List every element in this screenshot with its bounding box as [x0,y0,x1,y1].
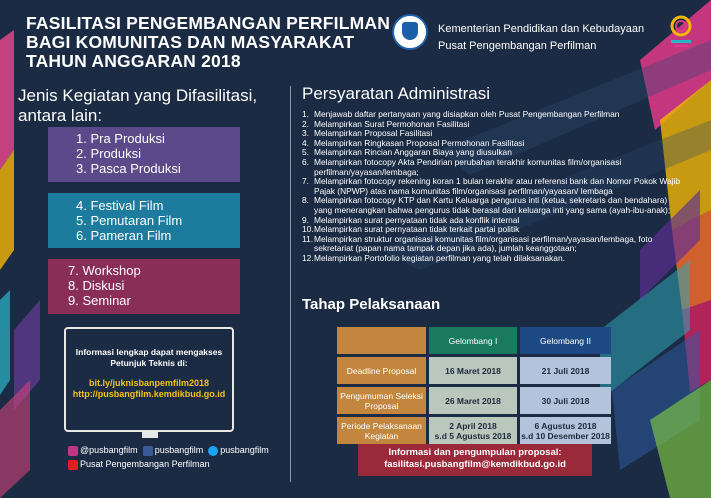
requirement-text: Melampirkan fotocopy KTP dan Kartu Keluarga pengurus inti (ketua, sekretaris dan bendahara) yang menerangkan bahwa pengurus tidak berasal dari keluarga inti yang sama (ayah-ibu-anak); [314,195,671,215]
schedule-row-label: Periode Pelaksanaan Kegiatan [337,417,426,444]
activity-item: 6. Pameran Film [76,228,172,243]
schedule-row-label: Pengumuman Seleksi Proposal [337,387,426,414]
requirement-text: Melampirkan Rincian Anggaran Biaya yang diusulkan [314,147,512,158]
activity-item: 4. Festival Film [76,198,164,213]
requirement-text: Melampirkan fotocopy rekening koran 1 bulan terakhir atau referensi bank dan Nomor Pokok Wajib Pajak (NPWP) atas nama komunitas film/organisasi perfilman/yayasan/ lembaga [314,176,681,196]
activity-item: 9. Seminar [68,293,131,308]
requirement-text: Melampirkan surat pernyataan tidak terkait partai politik [314,224,520,235]
requirement-number: 4. [302,137,309,148]
youtube-icon [68,460,78,470]
schedule-header: Gelombang II [520,327,611,354]
requirement-text: Melampirkan struktur organisasi komunitas film/organisasi perfilman/yayasan/lembaga, foto sekretariat (papan nama tampak depan jika ada), jumlah keanggotaan; [314,233,653,254]
requirement-item [302,196,682,215]
requirement-number: 1. [302,109,309,119]
schedule-cell: 30 Juli 2018 [520,387,611,414]
instagram-handle[interactable]: @pusbangfilm [80,445,138,455]
activity-item: 3. Pasca Produksi [76,161,181,176]
requirement-item [302,177,682,196]
requirement-number: 8. [302,195,309,206]
ministry-logo-icon [392,14,428,50]
requirement-number: 5. [302,147,309,158]
activities-heading: Jenis Kegiatan yang Difasilitasi, antara lain: [18,86,258,125]
activity-item: 7. Workshop [68,263,141,278]
instagram-icon [68,446,78,456]
facebook-handle[interactable]: pusbangfilm [154,445,204,455]
schedule-cell: 2 April 2018 s.d 5 Agustus 2018 [429,417,517,444]
requirement-text: Melampirkan Surat Permohonan Fasilitasi [314,118,470,129]
requirement-item [302,235,682,254]
requirement-text: Melampirkan Portofolio kegiatan perfilman yang telah dilaksanakan. [314,252,565,263]
facebook-icon [143,446,153,456]
youtube-channel[interactable]: Pusat Pengembangan Perfilman [80,459,210,469]
requirements-heading: Persyaratan Administrasi [302,84,491,103]
social-media [68,443,269,471]
requirement-number: 3. [302,128,309,139]
page-title: FASILITASI PENGEMBANGAN PERFILMAN BAGI KOMUNITAS DAN MASYARAKAT TAHUN ANGGARAN 2018 [26,13,391,71]
schedule-heading: Tahap Pelaksanaan [302,296,441,313]
schedule-cell: 26 Maret 2018 [429,387,517,414]
activity-item: 1. Pra Produksi [76,131,165,146]
contact-box: Informasi dan pengumpulan proposal: fasilitasi.pusbangfilm@kemdikbud.go.id [358,444,592,476]
activity-group-production [48,127,240,182]
requirement-text: Melampirkan Ringkasan Proposal Permohonan Fasilitasi [314,137,525,148]
twitter-handle[interactable]: pusbangfilm [220,445,269,455]
asian-games-logo-icon [666,14,696,50]
column-divider [290,86,291,482]
requirement-number: 9. [302,214,309,225]
schedule-row-label: Deadline Proposal [337,357,426,384]
monitor-stand [142,432,158,438]
activity-item: 2. Produksi [76,146,142,161]
requirement-number: 6. [302,156,309,167]
guide-links [70,378,228,400]
requirement-number: 7. [302,176,309,187]
schedule-cell: 6 Agustus 2018 s.d 10 Desember 2018 [520,417,611,444]
twitter-icon [208,446,218,456]
requirement-text: Melampirkan surat pernyataan tidak ada konflik internal [314,214,520,225]
requirement-item [302,254,682,264]
ministry-name: Kementerian Pendidikan dan Kebudayaan Pusat Pengembangan Perfilman [438,23,645,52]
requirement-text: Melampirkan fotocopy Akta Pendirian perubahan terakhir komunitas film/organisasi perfilman/yayasan/lembaga; [314,156,622,177]
activity-group-exhibition [48,193,240,248]
activity-item: 8. Diskusi [68,278,125,293]
requirements-list [302,110,682,264]
requirement-text: Melampirkan Proposal Fasilitasi [314,128,433,139]
schedule-table [334,324,614,447]
schedule-cell: 16 Maret 2018 [429,357,517,384]
schedule-header: Gelombang I [429,327,517,354]
schedule-corner [337,327,426,354]
schedule-cell: 21 Juli 2018 [520,357,611,384]
requirement-number: 11. [302,233,314,244]
guide-link[interactable]: bit.ly/juknisbanpemfilm2018 [88,378,210,388]
activity-item: 5. Pemutaran Film [76,213,183,228]
requirement-item [302,158,682,177]
activity-group-education [48,259,240,314]
requirement-number: 12. [302,252,314,263]
contact-email[interactable]: fasilitasi.pusbangfilm@kemdikbud.go.id [384,458,566,470]
guide-info-text: Informasi lengkap dapat mengakses Petunjuk Teknis di: [75,347,223,368]
guide-link[interactable]: http://pusbangfilm.kemdikbud.go.id [72,389,226,399]
requirement-number: 2. [302,118,309,129]
requirement-number: 10. [302,224,314,235]
requirement-text: Menjawab daftar pertanyaan yang disiapkan oleh Pusat Pengembangan Perfilman [314,109,620,119]
